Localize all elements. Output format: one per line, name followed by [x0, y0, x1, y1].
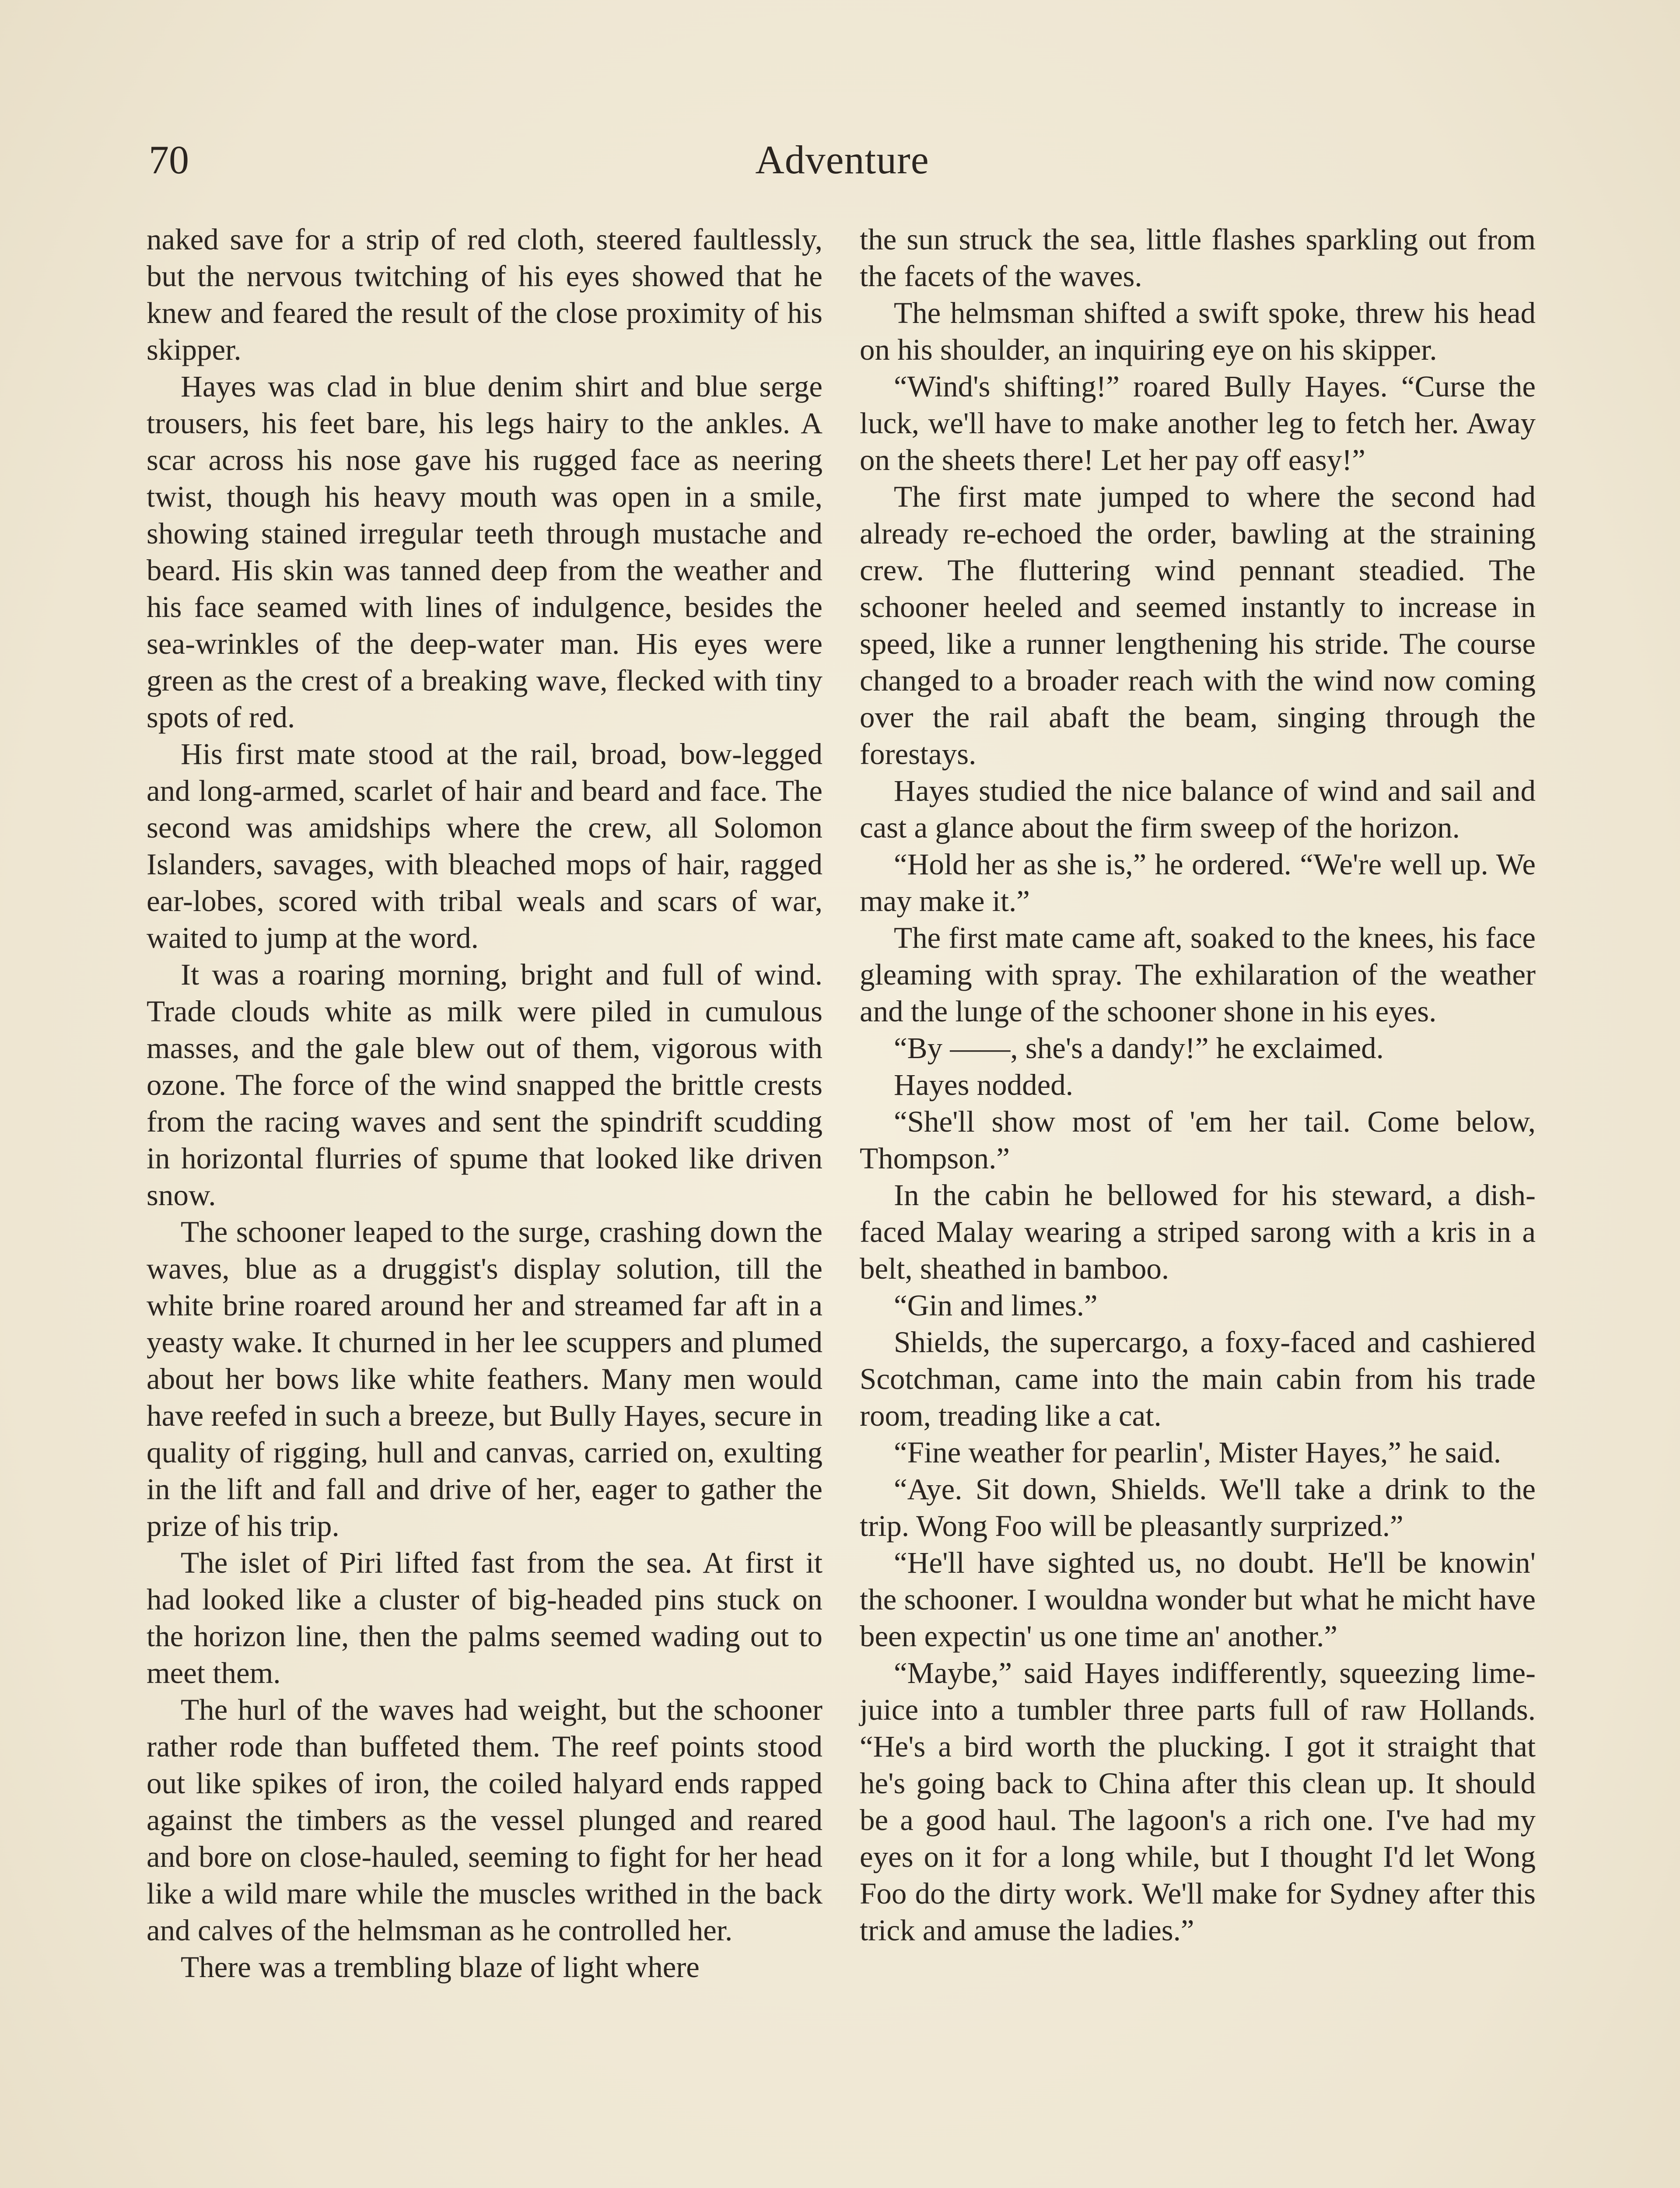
- paragraph: the sun struck the sea, little flashes sparkling out from the facets of the waves.: [860, 223, 1536, 293]
- paragraph: There was a trembling blaze of light where: [181, 1950, 700, 1984]
- paragraph: “By ——, she's a dandy!” he exclaimed.: [894, 1031, 1384, 1065]
- paragraph: naked save for a strip of red cloth, steered faultlessly, but the nervous twitching of his eyes showed that he knew and feared the result of the close proximity of his skipper.: [147, 223, 822, 366]
- left-column: [147, 221, 822, 1985]
- right-column: [860, 221, 1536, 1949]
- paragraph: “Hold her as she is,” he ordered. “We're well up. We may make it.”: [860, 848, 1536, 918]
- paragraph: The helmsman shifted a swift spoke, threw his head on his shoulder, an inquiring eye on his skipper.: [860, 296, 1536, 366]
- paragraph: It was a roaring morning, bright and full of wind. Trade clouds white as milk were piled in cumulous masses, and the gale blew out of them, vigorous with ozone. The force of the wind snapped the brittle crests from the racing waves and sent the spindrift scudding in horizontal flurries of spume that looked like driven snow.: [147, 958, 822, 1212]
- paragraph: The first mate jumped to where the second had already re-echoed the order, bawling at the straining crew. The fluttering wind pennant steadied. The schooner heeled and seemed instantly to increase in speed, like a runner lengthening his stride. The course changed to a broader reach with the wind now coming over the rail abaft the beam, singing through the forestays.: [860, 480, 1536, 771]
- paragraph: The first mate came aft, soaked to the knees, his face gleaming with spray. The exhilaration of the weather and the lunge of the schooner shone in his eyes.: [860, 921, 1536, 1028]
- paragraph: “Fine weather for pearlin', Mister Hayes,” he said.: [894, 1436, 1502, 1469]
- running-title: Adventure: [755, 137, 929, 182]
- page-header: [144, 131, 1540, 188]
- paragraph: “He'll have sighted us, no doubt. He'll be knowin' the schooner. I wouldna wonder but what he micht have been expectin' us one time an' another.”: [860, 1546, 1536, 1653]
- paragraph: The hurl of the waves had weight, but the schooner rather rode than buffeted them. The reef points stood out like spikes of iron, the coiled halyard ends rapped against the timbers as the vessel plunged and reared and bore on close-hauled, seeming to fight for her head like a wild mare while the muscles writhed in the back and calves of the helmsman as he controlled her.: [147, 1693, 822, 1947]
- paragraph: Hayes nodded.: [894, 1068, 1074, 1101]
- paragraph: “Aye. Sit down, Shields. We'll take a drink to the trip. Wong Foo will be pleasantly surprized.”: [860, 1473, 1536, 1543]
- paragraph: The schooner leaped to the surge, crashing down the waves, blue as a druggist's display solution, till the white brine roared around her and streamed far aft in a yeasty wake. It churned in her lee scuppers and plumed about her bows like white feathers. Many men would have reefed in such a breeze, but Bully Hayes, secure in quality of rigging, hull and canvas, carried on, exulting in the lift and fall and drive of her, eager to gather the prize of his trip.: [147, 1215, 822, 1543]
- paragraph: Hayes was clad in blue denim shirt and blue serge trousers, his feet bare, his legs hairy to the ankles. A scar across his nose gave his rugged face as neering twist, though his heavy mouth was open in a smile, showing stained irregular teeth through mustache and beard. His skin was tanned deep from the weather and his face seamed with lines of indulgence, besides the sea-wrinkles of the deep-water man. His eyes were green as the crest of a breaking wave, flecked with tiny spots of red.: [147, 370, 822, 734]
- page-number: 70: [149, 137, 189, 182]
- paragraph: Hayes studied the nice balance of wind and sail and cast a glance about the firm sweep of the horizon.: [860, 774, 1536, 844]
- paragraph: In the cabin he bellowed for his steward, a dish-faced Malay wearing a striped sarong with a kris in a belt, sheathed in bamboo.: [860, 1178, 1536, 1285]
- paragraph: His first mate stood at the rail, broad, bow-legged and long-armed, scarlet of hair and beard and face. The second was amidships where the crew, all Solomon Islanders, savages, with bleached mops of hair, ragged ear-lobes, scored with tribal weals and scars of war, waited to jump at the word.: [147, 737, 822, 954]
- paragraph: Shields, the supercargo, a foxy-faced and cashiered Scotchman, came into the main cabin from his trade room, treading like a cat.: [860, 1325, 1536, 1432]
- paragraph: “She'll show most of 'em her tail. Come below, Thompson.”: [860, 1105, 1536, 1175]
- paragraph: “Gin and limes.”: [894, 1289, 1098, 1322]
- paragraph: “Wind's shifting!” roared Bully Hayes. “Curse the luck, we'll have to make another leg to fetch her. Away on the sheets there! Let her pay off easy!”: [860, 370, 1536, 477]
- paragraph: The islet of Piri lifted fast from the sea. At first it had looked like a cluster of big-headed pins stuck on the horizon line, then the palms seemed wading out to meet them.: [147, 1546, 822, 1690]
- paragraph: “Maybe,” said Hayes indifferently, squeezing lime-juice into a tumbler three parts full of raw Hollands. “He's a bird worth the plucking. I got it straight that he's going back to China after this clean up. It should be a good haul. The lagoon's a rich one. I've had my eyes on it for a long while, but I thought I'd let Wong Foo do the dirty work. We'll make for Sydney after this trick and amuse the ladies.”: [860, 1656, 1536, 1947]
